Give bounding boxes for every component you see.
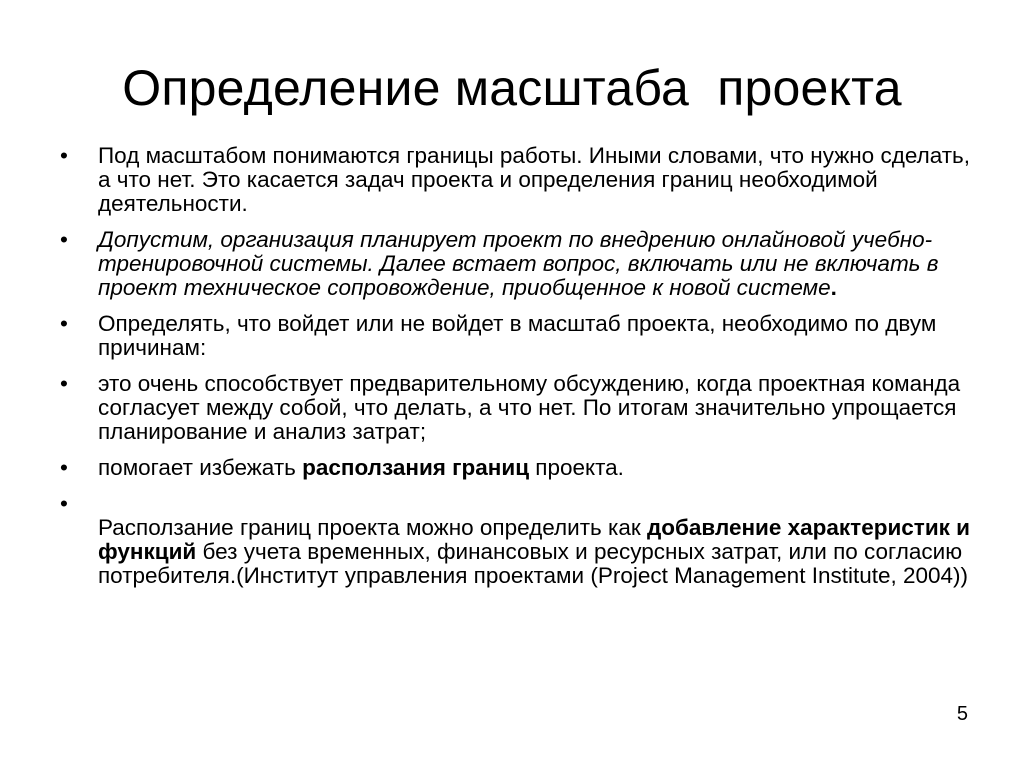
bullet-text-before: помогает избежать — [98, 455, 303, 480]
bullet-marker: • — [60, 455, 68, 480]
bullet-marker: • — [60, 143, 68, 168]
bullet-text: Определять, что войдет или не войдет в масштаб проекта, необходимо по двум причинам: — [98, 311, 937, 360]
bullet-text-after: проекта. — [529, 455, 624, 480]
bullet-text-before: Расползание границ проекта можно определить как — [98, 515, 647, 540]
slide-title: Определение масштаба проекта — [122, 60, 902, 116]
bullet-text-after: без учета временных, финансовых и ресурсных затрат, или по согласию потребителя.(Институт управления проектами (Project Management Institute, 2004)) — [98, 539, 969, 588]
bullet-text-end: . — [830, 275, 837, 300]
empty-line — [98, 492, 980, 516]
bullet-item-4 — [60, 372, 980, 444]
bullet-text — [98, 228, 980, 300]
bullet-list — [60, 144, 980, 600]
bullet-marker: • — [60, 371, 68, 396]
bullet-marker: • — [60, 491, 68, 516]
bullet-text — [98, 492, 980, 588]
bullet-item-1 — [60, 144, 980, 216]
bullet-text: Под масштабом понимаются границы работы. Иными словами, что нужно сделать, а что нет. Это касается задач проекта и определения границ необходимой деятельности. — [98, 143, 971, 216]
page-number: 5 — [956, 703, 968, 725]
bullet-marker: • — [60, 227, 68, 252]
bullet-marker: • — [60, 311, 68, 336]
bullet-text: это очень способствует предварительному обсуждению, когда проектная команда согласует между собой, что делать, а что нет. По итогам значительно упрощается планирование и анализ затрат; — [98, 371, 961, 444]
bullet-text-italic: Допустим, организация планирует проект по внедрению онлайновой учебно-тренировочной системы. Далее встает вопрос, включать или не включать в проект техническое сопровождение, приобщенное к новой системе — [98, 227, 939, 300]
bullet-text — [98, 456, 980, 480]
bullet-text-bold: расползания границ — [302, 455, 530, 480]
bullet-item-3 — [60, 312, 980, 360]
bullet-item-5 — [60, 456, 980, 480]
bullet-text-bold: добавление характеристик и функций — [98, 515, 970, 564]
bullet-item-2 — [60, 228, 980, 300]
bullet-item-6 — [60, 492, 980, 588]
